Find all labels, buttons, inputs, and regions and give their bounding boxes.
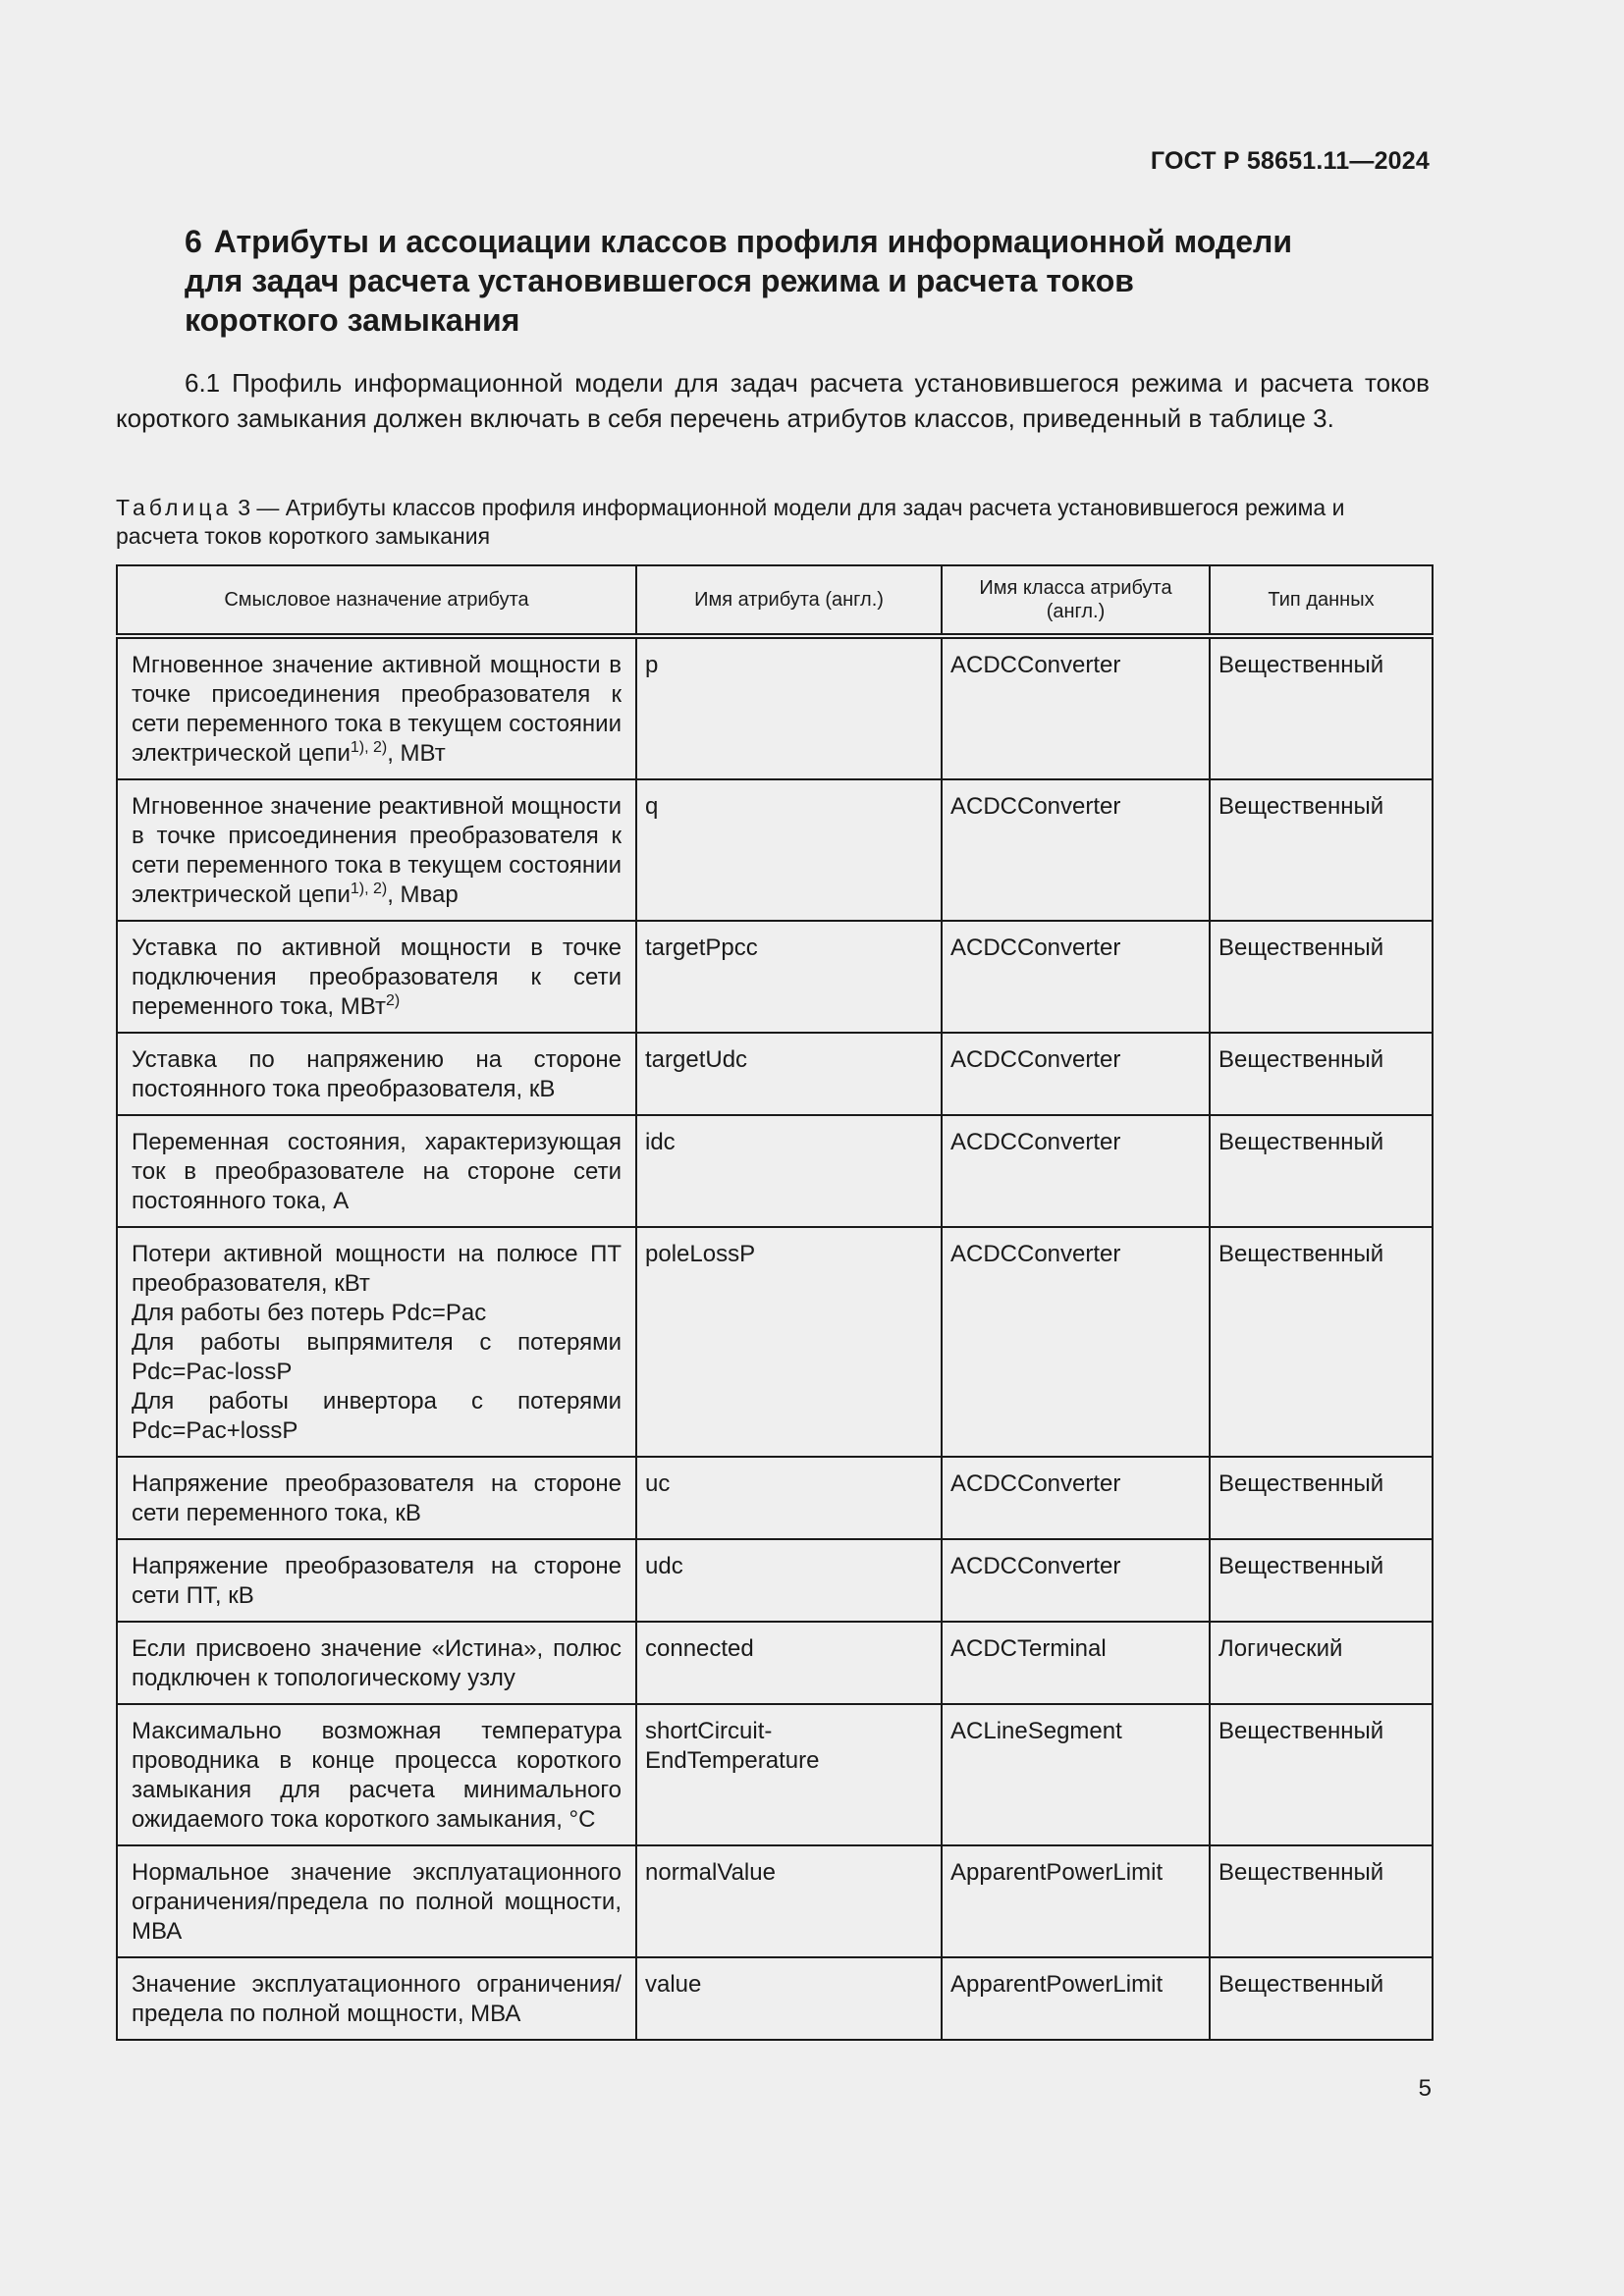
- purpose-text: Нормальное значение эксплуатационного ограничения/предела по полной мощности, МВА: [132, 1859, 622, 1945]
- cell-class-name: ACDCConverter: [942, 1033, 1210, 1115]
- cell-attribute-name: uc: [636, 1457, 942, 1539]
- table-caption: [116, 494, 1432, 551]
- table-caption-text: 3 — Атрибуты классов профиля информационной модели для задач расчета установившегося режима и расчета токов короткого замыкания: [116, 495, 1345, 549]
- purpose-text: Если присвоено значение «Истина», полюс подключен к топологическому узлу: [132, 1635, 622, 1691]
- section-number: 6: [185, 224, 202, 259]
- table-row: [117, 1622, 1433, 1704]
- table-row: [117, 1227, 1433, 1457]
- table-row: [117, 1957, 1433, 2040]
- cell-attribute-name: normalValue: [636, 1845, 942, 1957]
- purpose-text: Значение эксплуатационного ограничения/предела по полной мощности, МВА: [132, 1971, 622, 2027]
- cell-attribute-name: p: [636, 636, 942, 779]
- section-title-line-3: короткого замыкания: [185, 302, 520, 338]
- header-attribute-name: Имя атрибута (англ.): [636, 565, 942, 636]
- cell-purpose: [117, 1457, 636, 1539]
- footnote-marker: 1), 2): [350, 881, 388, 897]
- document-id: ГОСТ Р 58651.11—2024: [1150, 147, 1430, 175]
- cell-purpose: [117, 1033, 636, 1115]
- cell-purpose: [117, 1957, 636, 2040]
- cell-class-name: ACLineSegment: [942, 1704, 1210, 1845]
- table-header-row: [117, 565, 1433, 636]
- cell-attribute-name: connected: [636, 1622, 942, 1704]
- table-row: [117, 1115, 1433, 1227]
- cell-data-type: Логический: [1210, 1622, 1433, 1704]
- section-title-line-1: Атрибуты и ассоциации классов профиля информационной модели: [213, 224, 1292, 259]
- table-row: [117, 1845, 1433, 1957]
- cell-data-type: Вещественный: [1210, 779, 1433, 921]
- cell-purpose: [117, 1704, 636, 1845]
- table-row: [117, 636, 1433, 779]
- cell-purpose: [117, 779, 636, 921]
- header-data-type: Тип данных: [1210, 565, 1433, 636]
- purpose-text: Потери активной мощности на полюсе ПТ преобразователя, кВт: [132, 1241, 622, 1297]
- purpose-unit: , Мвар: [387, 881, 459, 908]
- cell-purpose: [117, 1622, 636, 1704]
- cell-class-name: ACDCConverter: [942, 1115, 1210, 1227]
- purpose-text: Уставка по напряжению на стороне постоянного тока преобразователя, кВ: [132, 1046, 622, 1102]
- table-body: [117, 636, 1433, 2040]
- cell-purpose: [117, 1115, 636, 1227]
- cell-class-name: ACDCConverter: [942, 1539, 1210, 1622]
- cell-class-name: ACDCConverter: [942, 1227, 1210, 1457]
- cell-class-name: ACDCConverter: [942, 1457, 1210, 1539]
- purpose-text: Мгновенное значение активной мощности в точке присоединения преобразователя к сети переменного тока в текущем состоянии электрической цепи: [132, 652, 622, 767]
- table-row: [117, 921, 1433, 1033]
- footnote-marker: 2): [385, 992, 401, 1009]
- purpose-text: Уставка по активной мощности в точке подключения преобразователя к сети переменного тока, МВт: [132, 934, 622, 1020]
- table-row: [117, 779, 1433, 921]
- table-row: [117, 1457, 1433, 1539]
- footnote-marker: 1), 2): [350, 739, 388, 756]
- header-purpose: Смысловое назначение атрибута: [117, 565, 636, 636]
- cell-data-type: Вещественный: [1210, 1704, 1433, 1845]
- table-caption-label: Таблица: [116, 495, 233, 520]
- cell-data-type: Вещественный: [1210, 921, 1433, 1033]
- cell-data-type: Вещественный: [1210, 1227, 1433, 1457]
- purpose-text: Напряжение преобразователя на стороне сети ПТ, кВ: [132, 1553, 622, 1609]
- cell-class-name: ACDCConverter: [942, 921, 1210, 1033]
- page-number: 5: [1418, 2075, 1432, 2102]
- cell-attribute-name: poleLossP: [636, 1227, 942, 1457]
- cell-data-type: Вещественный: [1210, 1845, 1433, 1957]
- cell-attribute-name: q: [636, 779, 942, 921]
- cell-data-type: Вещественный: [1210, 636, 1433, 779]
- purpose-unit: , МВт: [387, 740, 446, 767]
- cell-class-name: ApparentPowerLimit: [942, 1845, 1210, 1957]
- cell-attribute-name: targetPpcc: [636, 921, 942, 1033]
- purpose-extra-line: Для работы без потерь Pdc=Pac: [132, 1300, 487, 1326]
- cell-class-name: ApparentPowerLimit: [942, 1957, 1210, 2040]
- cell-class-name: ACDCConverter: [942, 636, 1210, 779]
- intro-paragraph: 6.1 Профиль информационной модели для задач расчета установившегося режима и расчета токов короткого замыкания должен включать в себя перечень атрибутов классов, приведенный в таблице 3.: [116, 368, 1430, 433]
- purpose-text: Переменная состояния, характеризующая ток в преобразователе на стороне сети постоянного тока, А: [132, 1129, 622, 1214]
- cell-data-type: Вещественный: [1210, 1457, 1433, 1539]
- cell-data-type: Вещественный: [1210, 1957, 1433, 2040]
- cell-attribute-name: idc: [636, 1115, 942, 1227]
- purpose-text: Максимально возможная температура проводника в конце процесса короткого замыкания для расчета минимального ожидаемого тока короткого замыкания, °С: [132, 1718, 622, 1833]
- cell-data-type: Вещественный: [1210, 1033, 1433, 1115]
- attributes-table-container: [116, 564, 1432, 2041]
- attributes-table: [116, 564, 1434, 2041]
- cell-class-name: ACDCConverter: [942, 779, 1210, 921]
- section-heading: [185, 222, 1461, 340]
- purpose-text: Мгновенное значение реактивной мощности в точке присоединения преобразователя к сети переменного тока в текущем состоянии электрической цепи: [132, 793, 622, 908]
- cell-purpose: [117, 1539, 636, 1622]
- cell-purpose: [117, 1227, 636, 1457]
- section-title-line-2: для задач расчета установившегося режима и расчета токов: [185, 263, 1134, 298]
- purpose-extra-line: Для работы выпрямителя с потерями Pdc=Pac-lossP: [132, 1329, 622, 1385]
- table-row: [117, 1704, 1433, 1845]
- table-row: [117, 1033, 1433, 1115]
- table-row: [117, 1539, 1433, 1622]
- header-class-name: Имя класса атрибута (англ.): [942, 565, 1210, 636]
- purpose-text: Напряжение преобразователя на стороне сети переменного тока, кВ: [132, 1470, 622, 1526]
- cell-class-name: ACDCTerminal: [942, 1622, 1210, 1704]
- cell-data-type: Вещественный: [1210, 1115, 1433, 1227]
- cell-attribute-name: value: [636, 1957, 942, 2040]
- purpose-extra-line: Для работы инвертора с потерями Pdc=Pac+lossP: [132, 1388, 622, 1444]
- cell-data-type: Вещественный: [1210, 1539, 1433, 1622]
- cell-attribute-name: shortCircuit-EndTemperature: [636, 1704, 942, 1845]
- cell-purpose: [117, 636, 636, 779]
- cell-attribute-name: targetUdc: [636, 1033, 942, 1115]
- cell-purpose: [117, 1845, 636, 1957]
- cell-purpose: [117, 921, 636, 1033]
- cell-attribute-name: udc: [636, 1539, 942, 1622]
